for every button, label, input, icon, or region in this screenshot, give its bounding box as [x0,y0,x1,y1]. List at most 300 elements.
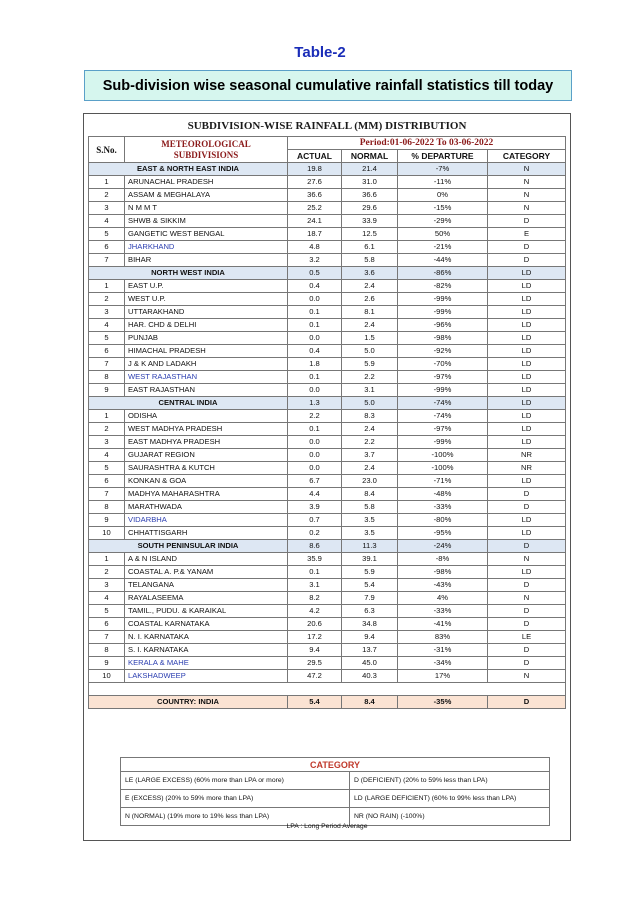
row-normal: 23.0 [342,475,398,488]
row-subdivision: VIDARBHA [125,514,288,527]
row-sno: 4 [89,449,125,462]
row-subdivision: SAURASHTRA & KUTCH [125,462,288,475]
table-row [89,579,566,592]
row-departure: 0% [398,189,488,202]
row-subdivision: EAST U.P. [125,280,288,293]
table-row [89,501,566,514]
row-normal: 12.5 [342,228,398,241]
row-subdivision: COASTAL A. P.& YANAM [125,566,288,579]
row-subdivision: EAST RAJASTHAN [125,384,288,397]
row-category: D [488,644,566,657]
table-row [89,657,566,670]
row-subdivision: ODISHA [125,410,288,423]
lpa-note: LPA : Long Period Average [286,823,368,830]
region-row [89,163,566,176]
legend-n: N (NORMAL) (19% more to 19% less than LPA) [121,808,350,826]
row-actual: 4.2 [288,605,342,618]
region-name: NORTH WEST INDIA [89,267,288,280]
row-subdivision: SHWB & SIKKIM [125,215,288,228]
row-category: NR [488,449,566,462]
row-departure: -24% [398,540,488,553]
legend-title-row [121,758,550,772]
row-category: D [488,579,566,592]
row-sno: 3 [89,306,125,319]
country-actual: 5.4 [288,696,342,709]
row-normal: 5.4 [342,579,398,592]
row-actual: 0.1 [288,319,342,332]
row-normal: 33.9 [342,215,398,228]
table-row [89,254,566,267]
row-normal: 9.4 [342,631,398,644]
table-row [89,423,566,436]
row-actual: 0.4 [288,280,342,293]
row-departure: -95% [398,527,488,540]
row-sno: 10 [89,670,125,683]
header-subdivisions [125,137,288,163]
table-row [89,410,566,423]
row-actual: 24.1 [288,215,342,228]
row-sno: 3 [89,202,125,215]
row-normal: 39.1 [342,553,398,566]
region-name: SOUTH PENINSULAR INDIA [89,540,288,553]
row-sno: 7 [89,488,125,501]
table-banner: Sub-division wise seasonal cumulative rainfall statistics till today [84,70,572,101]
table-row [89,436,566,449]
row-category: N [488,189,566,202]
legend-row [121,772,550,790]
row-normal: 3.1 [342,384,398,397]
row-departure: -71% [398,475,488,488]
row-normal: 2.4 [342,280,398,293]
table-row [89,358,566,371]
table-row [89,670,566,683]
row-subdivision: HAR. CHD & DELHI [125,319,288,332]
row-subdivision: ARUNACHAL PRADESH [125,176,288,189]
row-subdivision: CHHATTISGARH [125,527,288,540]
row-departure: -41% [398,618,488,631]
row-sno: 5 [89,228,125,241]
row-normal: 3.5 [342,527,398,540]
row-subdivision: UTTARAKHAND [125,306,288,319]
table-row [89,644,566,657]
row-category: N [488,176,566,189]
row-category: D [488,657,566,670]
row-actual: 0.2 [288,527,342,540]
row-subdivision: BIHAR [125,254,288,267]
row-normal: 5.8 [342,501,398,514]
table-row [89,488,566,501]
row-actual: 0.7 [288,514,342,527]
row-actual: 0.0 [288,449,342,462]
row-sno: 9 [89,384,125,397]
row-departure: -98% [398,332,488,345]
region-row [89,397,566,410]
row-sno: 7 [89,254,125,267]
row-sno: 6 [89,345,125,358]
row-normal: 45.0 [342,657,398,670]
row-actual: 3.9 [288,501,342,514]
row-departure: 17% [398,670,488,683]
table-row [89,345,566,358]
row-actual: 20.6 [288,618,342,631]
row-normal: 7.9 [342,592,398,605]
row-subdivision: WEST RAJASTHAN [125,371,288,384]
row-normal: 8.1 [342,306,398,319]
row-category: LD [488,319,566,332]
table-row [89,280,566,293]
row-departure: -99% [398,306,488,319]
row-category: D [488,488,566,501]
row-category: N [488,670,566,683]
row-normal: 8.3 [342,410,398,423]
row-actual: 3.2 [288,254,342,267]
table-row [89,228,566,241]
row-subdivision: TELANGANA [125,579,288,592]
row-sno: 10 [89,527,125,540]
row-category: LD [488,332,566,345]
row-actual: 0.1 [288,566,342,579]
row-actual: 0.0 [288,436,342,449]
row-departure: -99% [398,293,488,306]
spacer-row [89,683,566,696]
row-category: LD [488,306,566,319]
legend-nr: NR (NO RAIN) (-100%) [350,808,550,826]
row-category: D [488,605,566,618]
table-heading: SUBDIVISION-WISE RAINFALL (MM) DISTRIBUTION [187,120,467,132]
row-subdivision: GANGETIC WEST BENGAL [125,228,288,241]
row-category: LD [488,384,566,397]
row-actual: 4.8 [288,241,342,254]
row-subdivision: ASSAM & MEGHALAYA [125,189,288,202]
row-subdivision: HIMACHAL PRADESH [125,345,288,358]
row-departure: -100% [398,462,488,475]
legend-d: D (DEFICIENT) (20% to 59% less than LPA) [350,772,550,790]
table-row [89,553,566,566]
row-sno: 2 [89,566,125,579]
row-subdivision: N M M T [125,202,288,215]
row-sno: 4 [89,592,125,605]
row-sno: 5 [89,462,125,475]
row-category: LD [488,514,566,527]
row-actual: 0.0 [288,293,342,306]
table-row [89,605,566,618]
row-normal: 13.7 [342,644,398,657]
header-normal: NORMAL [342,150,398,163]
row-departure: -96% [398,319,488,332]
row-subdivision: N. I. KARNATAKA [125,631,288,644]
row-departure: -48% [398,488,488,501]
row-subdivision: COASTAL KARNATAKA [125,618,288,631]
row-subdivision: MARATHWADA [125,501,288,514]
row-category: LD [488,397,566,410]
row-normal: 29.6 [342,202,398,215]
table-row [89,449,566,462]
row-actual: 8.6 [288,540,342,553]
row-subdivision: KONKAN & GOA [125,475,288,488]
row-departure: -33% [398,605,488,618]
header-sno: S.No. [89,137,125,163]
row-normal: 1.5 [342,332,398,345]
row-normal: 2.4 [342,423,398,436]
row-actual: 19.8 [288,163,342,176]
table-row [89,618,566,631]
legend-ld: LD (LARGE DEFICIENT) (60% to 99% less than LPA) [350,790,550,808]
row-sno: 4 [89,215,125,228]
row-departure: -97% [398,423,488,436]
country-category: D [488,696,566,709]
country-row [89,696,566,709]
row-normal: 2.4 [342,462,398,475]
row-departure: -15% [398,202,488,215]
row-category: LD [488,566,566,579]
row-category: D [488,241,566,254]
row-normal: 11.3 [342,540,398,553]
row-departure: -80% [398,514,488,527]
row-departure: -29% [398,215,488,228]
rainfall-table [88,136,566,709]
row-sno: 2 [89,423,125,436]
row-sno: 8 [89,371,125,384]
row-sno: 7 [89,631,125,644]
row-actual: 0.1 [288,306,342,319]
table-row [89,514,566,527]
row-category: LD [488,527,566,540]
row-subdivision: J & K AND LADAKH [125,358,288,371]
row-subdivision: EAST MADHYA PRADESH [125,436,288,449]
row-actual: 47.2 [288,670,342,683]
row-normal: 5.0 [342,397,398,410]
row-sno: 5 [89,332,125,345]
row-normal: 3.5 [342,514,398,527]
row-actual: 36.6 [288,189,342,202]
row-category: N [488,592,566,605]
row-departure: -100% [398,449,488,462]
row-category: D [488,254,566,267]
row-normal: 6.3 [342,605,398,618]
row-actual: 0.0 [288,384,342,397]
header-met-line1: METEOROLOGICAL [161,138,251,149]
legend-row [121,790,550,808]
row-actual: 0.0 [288,462,342,475]
row-category: LD [488,371,566,384]
row-subdivision: A & N ISLAND [125,553,288,566]
table-row [89,371,566,384]
row-normal: 6.1 [342,241,398,254]
row-actual: 17.2 [288,631,342,644]
row-category: LD [488,267,566,280]
row-normal: 31.0 [342,176,398,189]
table-row [89,293,566,306]
row-normal: 36.6 [342,189,398,202]
table-row [89,384,566,397]
row-departure: 50% [398,228,488,241]
row-departure: -70% [398,358,488,371]
row-sno: 1 [89,553,125,566]
table-row [89,319,566,332]
row-sno: 8 [89,501,125,514]
region-row [89,540,566,553]
row-subdivision: RAYALASEEMA [125,592,288,605]
row-departure: -74% [398,410,488,423]
row-sno: 3 [89,579,125,592]
row-category: LD [488,436,566,449]
header-category: CATEGORY [488,150,566,163]
row-sno: 6 [89,618,125,631]
row-subdivision: JHARKHAND [125,241,288,254]
row-subdivision: WEST U.P. [125,293,288,306]
header-period: Period:01-06-2022 To 03-06-2022 [288,137,566,150]
row-sno: 1 [89,176,125,189]
row-subdivision: PUNJAB [125,332,288,345]
row-departure: -43% [398,579,488,592]
row-category: LD [488,475,566,488]
row-departure: -34% [398,657,488,670]
row-departure: -86% [398,267,488,280]
row-subdivision: KERALA & MAHE [125,657,288,670]
row-actual: 6.7 [288,475,342,488]
row-actual: 3.1 [288,579,342,592]
row-normal: 5.9 [342,566,398,579]
header-departure: % DEPARTURE [398,150,488,163]
table-row [89,462,566,475]
row-sno: 6 [89,241,125,254]
row-category: N [488,553,566,566]
row-subdivision: MADHYA MAHARASHTRA [125,488,288,501]
row-departure: -8% [398,553,488,566]
row-category: E [488,228,566,241]
row-category: LD [488,423,566,436]
row-normal: 21.4 [342,163,398,176]
row-departure: -44% [398,254,488,267]
row-departure: -98% [398,566,488,579]
region-name: CENTRAL INDIA [89,397,288,410]
row-sno: 1 [89,410,125,423]
row-departure: -33% [398,501,488,514]
row-normal: 2.2 [342,371,398,384]
row-actual: 2.2 [288,410,342,423]
region-name: EAST & NORTH EAST INDIA [89,163,288,176]
row-sno: 6 [89,475,125,488]
row-sno: 9 [89,514,125,527]
page-title: Table-2 [294,44,346,61]
row-actual: 1.8 [288,358,342,371]
row-sno: 4 [89,319,125,332]
row-category: NR [488,462,566,475]
country-departure: -35% [398,696,488,709]
legend-le: LE (LARGE EXCESS) (60% more than LPA or more) [121,772,350,790]
row-category: N [488,202,566,215]
row-normal: 5.8 [342,254,398,267]
row-departure: 4% [398,592,488,605]
row-departure: -21% [398,241,488,254]
row-departure: -92% [398,345,488,358]
table-row [89,215,566,228]
row-normal: 3.7 [342,449,398,462]
row-category: LD [488,293,566,306]
legend-e: E (EXCESS) (20% to 59% more than LPA) [121,790,350,808]
row-departure: -82% [398,280,488,293]
row-departure: -31% [398,644,488,657]
row-actual: 0.1 [288,371,342,384]
row-actual: 9.4 [288,644,342,657]
row-actual: 29.5 [288,657,342,670]
table-row [89,332,566,345]
row-category: N [488,163,566,176]
row-category: D [488,618,566,631]
region-row [89,267,566,280]
row-normal: 2.2 [342,436,398,449]
row-actual: 18.7 [288,228,342,241]
legend-title: CATEGORY [121,758,550,772]
table-row [89,592,566,605]
row-actual: 35.9 [288,553,342,566]
row-normal: 2.6 [342,293,398,306]
row-normal: 5.0 [342,345,398,358]
row-category: LD [488,345,566,358]
row-subdivision: TAMIL., PUDU. & KARAIKAL [125,605,288,618]
row-category: LD [488,410,566,423]
row-departure: -74% [398,397,488,410]
row-actual: 1.3 [288,397,342,410]
row-normal: 2.4 [342,319,398,332]
row-actual: 0.0 [288,332,342,345]
row-sno: 2 [89,293,125,306]
row-sno: 5 [89,605,125,618]
table-row [89,176,566,189]
row-normal: 40.3 [342,670,398,683]
row-actual: 0.5 [288,267,342,280]
row-actual: 8.2 [288,592,342,605]
row-departure: -99% [398,384,488,397]
row-departure: -7% [398,163,488,176]
row-actual: 25.2 [288,202,342,215]
row-sno: 2 [89,189,125,202]
row-actual: 27.6 [288,176,342,189]
header-row-1 [89,137,566,150]
table-row [89,475,566,488]
row-departure: 83% [398,631,488,644]
table-row [89,202,566,215]
table-row [89,241,566,254]
row-category: LE [488,631,566,644]
row-subdivision: S. I. KARNATAKA [125,644,288,657]
header-met-line2: SUBDIVISIONS [173,149,239,160]
row-category: D [488,215,566,228]
table-row [89,566,566,579]
row-actual: 0.1 [288,423,342,436]
row-departure: -11% [398,176,488,189]
row-sno: 3 [89,436,125,449]
row-normal: 8.4 [342,488,398,501]
country-normal: 8.4 [342,696,398,709]
row-normal: 5.9 [342,358,398,371]
row-category: LD [488,358,566,371]
category-legend [120,757,550,826]
row-normal: 3.6 [342,267,398,280]
row-category: LD [488,280,566,293]
row-sno: 8 [89,644,125,657]
country-name: COUNTRY: INDIA [89,696,288,709]
row-actual: 4.4 [288,488,342,501]
row-subdivision: GUJARAT REGION [125,449,288,462]
spacer-cell [89,683,566,696]
row-sno: 9 [89,657,125,670]
table-row [89,527,566,540]
row-departure: -97% [398,371,488,384]
row-subdivision: WEST MADHYA PRADESH [125,423,288,436]
table-row [89,189,566,202]
row-sno: 7 [89,358,125,371]
